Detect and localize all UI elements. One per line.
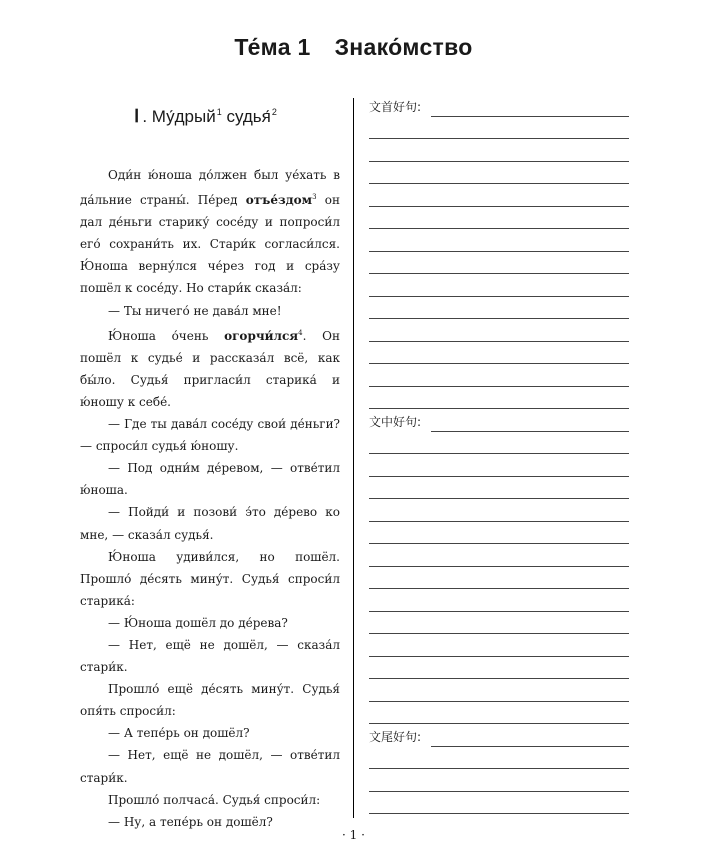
- note-heading-row: [369, 94, 629, 117]
- paragraph-text: Ю́ноша о́чень: [108, 328, 225, 343]
- note-writing-line[interactable]: [369, 297, 629, 320]
- paragraph-text: Прошло́ полчаса́. Судья́ спроси́л:: [108, 792, 321, 807]
- page-number: · 1 ·: [342, 828, 365, 842]
- note-writing-line[interactable]: [369, 499, 629, 522]
- note-writing-line[interactable]: [369, 522, 629, 545]
- note-writing-line[interactable]: [369, 117, 629, 140]
- note-label: 文尾好句:: [369, 729, 422, 744]
- note-writing-line[interactable]: [369, 454, 629, 477]
- note-writing-line[interactable]: [369, 792, 629, 815]
- page-title: [0, 34, 707, 61]
- note-writing-line[interactable]: [369, 184, 629, 207]
- paragraph-text: Ю́ноша удиви́лся, но пошёл. Прошло́ де́сять мину́т. Судья́ спроси́л старика́:: [80, 549, 340, 608]
- note-writing-line[interactable]: [369, 477, 629, 500]
- note-label: 文中好句:: [369, 414, 422, 429]
- paragraph-text: — Пойди́ и позови́ э́то де́рево ко мне, — сказа́л судья́.: [80, 505, 340, 542]
- paragraph-text: — Нет, ещё не дошёл, — сказа́л стари́к.: [80, 637, 340, 675]
- story-paragraph: [80, 744, 340, 788]
- bold-term: огорчи́лся: [224, 328, 299, 343]
- note-writing-line[interactable]: [369, 567, 629, 590]
- footnote-ref: 3: [312, 193, 317, 202]
- note-writing-line[interactable]: [369, 274, 629, 297]
- note-writing-line[interactable]: [369, 319, 629, 342]
- paragraph-text: Оди́н ю́ноша до́лжен был уе́хать в да́льние страны́. Пе́ред: [80, 168, 340, 208]
- story-paragraph: [80, 722, 340, 744]
- story-paragraph: [80, 322, 340, 413]
- note-writing-line[interactable]: [369, 252, 629, 275]
- note-writing-line[interactable]: [369, 679, 629, 702]
- story-paragraph: [80, 457, 340, 501]
- note-writing-line[interactable]: [369, 162, 629, 185]
- paragraph-text: — Где ты дава́л сосе́ду свои́ де́ньги? — спроси́л судья́ ю́ношу.: [80, 417, 340, 454]
- story-paragraph: [80, 789, 340, 811]
- footnote-ref-2: 2: [271, 107, 277, 117]
- note-writing-line[interactable]: [369, 139, 629, 162]
- story-text: [80, 164, 340, 833]
- note-writing-line[interactable]: [369, 657, 629, 680]
- note-writing-line[interactable]: [369, 702, 629, 725]
- paragraph-text: — Ю́ноша дошёл до де́рева?: [108, 615, 288, 630]
- paragraph-text: — Ну, а тепе́рь он дошёл?: [108, 814, 273, 829]
- paragraph-text: — Ты ничего́ не дава́л мне!: [108, 303, 282, 318]
- footnote-ref-1: 1: [216, 107, 222, 117]
- section-roman-numeral: Ⅰ: [134, 106, 140, 126]
- section-heading: [134, 106, 277, 127]
- section-title-word-1: . Му́дрый: [142, 107, 216, 126]
- paragraph-text: — Нет, ещё не дошёл, — отве́тил стари́к.: [80, 748, 340, 785]
- note-writing-line[interactable]: [369, 589, 629, 612]
- note-writing-line[interactable]: [369, 612, 629, 635]
- story-paragraph: [80, 300, 340, 322]
- note-heading-row: [369, 409, 629, 432]
- story-paragraph: [80, 634, 340, 678]
- section-title-word-2: судья́: [221, 107, 271, 126]
- bold-term: отъе́здом: [245, 193, 313, 208]
- paragraph-text: — Под одни́м де́ревом, — отве́тил ю́ноша.: [80, 461, 340, 498]
- story-paragraph: [80, 546, 340, 612]
- note-writing-line[interactable]: [369, 342, 629, 365]
- story-paragraph: [80, 501, 340, 545]
- note-writing-line[interactable]: [369, 769, 629, 792]
- story-paragraph: [80, 413, 340, 457]
- column-divider: [353, 98, 354, 818]
- note-writing-line[interactable]: [369, 207, 629, 230]
- note-writing-line[interactable]: [369, 229, 629, 252]
- paragraph-text: Прошло́ ещё де́сять мину́т. Судья́ опя́ть спроси́л:: [80, 682, 340, 719]
- story-paragraph: [80, 612, 340, 634]
- topic-number: Те́ма 1: [234, 34, 311, 60]
- note-writing-line[interactable]: [369, 364, 629, 387]
- note-label: 文首好句:: [369, 99, 422, 114]
- paragraph-text: — А тепе́рь он дошёл?: [108, 726, 250, 741]
- ruled-line: [369, 813, 629, 814]
- story-paragraph: [80, 678, 340, 722]
- note-heading-row: [369, 724, 629, 747]
- paragraph-text: . Он пошёл к судье́ и рассказа́л всё, как бы́ло. Судья́ пригласи́л старика́ и ю́ношу к себе́.: [80, 328, 340, 409]
- topic-name: Знако́мство: [334, 34, 473, 60]
- paragraph-text: он дал де́ньги старику́ сосе́ду и попроси́л его́ сохрани́ть их. Стари́к согласи́лся. Ю́ноша верну́лся че́рез год и сра́зу пошёл к сосе́ду. Но стари́к сказа́л:: [80, 193, 340, 296]
- note-writing-line[interactable]: [369, 634, 629, 657]
- note-writing-line[interactable]: [369, 747, 629, 770]
- note-writing-line[interactable]: [369, 387, 629, 410]
- notes-column: [369, 94, 629, 814]
- footnote-ref: 4: [298, 328, 303, 337]
- note-writing-line[interactable]: [369, 544, 629, 567]
- story-paragraph: [80, 164, 340, 300]
- note-writing-line[interactable]: [369, 432, 629, 455]
